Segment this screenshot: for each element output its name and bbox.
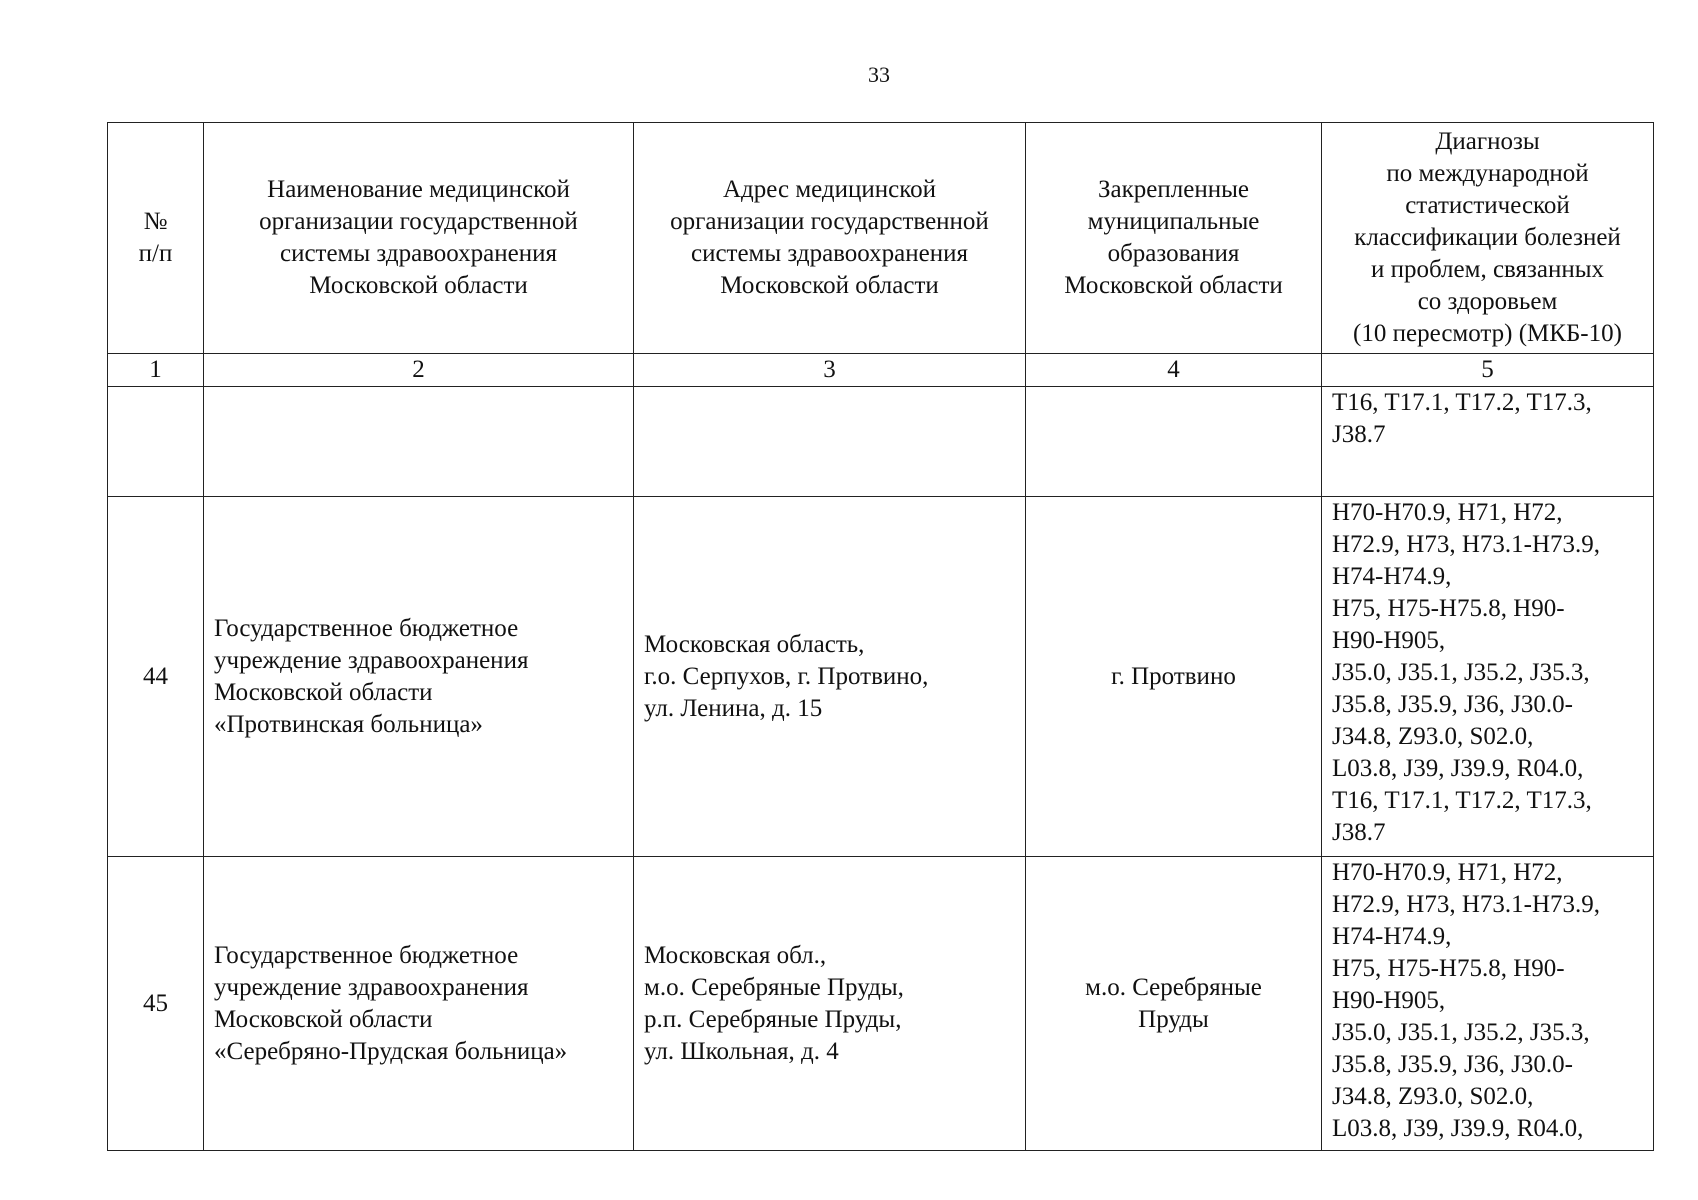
table-row [108,497,1654,857]
table-row-continuation [108,387,1654,497]
header-diagnoses: Диагнозы по международной статистической классификации болезней и проблем, связанных со здоровьем (10 пересмотр) (МКБ-10) [1322,123,1654,354]
row-number: 44 [108,497,204,857]
column-number: 3 [634,354,1026,387]
row-number: 45 [108,857,204,1151]
table-header-row [108,123,1654,354]
row-municipality: г. Протвино [1026,497,1322,857]
row-diagnoses: T16, T17.1, T17.2, T17.3, J38.7 [1322,387,1654,497]
header-number: № п/п [108,123,204,354]
column-number: 1 [108,354,204,387]
column-number: 4 [1026,354,1322,387]
row-organization-name [204,857,634,1151]
column-number: 2 [204,354,634,387]
row-diagnoses: H70-H70.9, H71, H72, H72.9, H73, H73.1-H73.9, H74-H74.9, H75, H75-H75.8, H90- H90-H905, J35.0, J35.1, J35.2, J35.3, J35.8, J35.9, J36, J30.0- J34.8, Z93.0, S02.0, L03.8, J39, J39.9, R04.0, [1322,857,1654,1151]
medical-organizations-table [107,122,1654,1151]
header-municipalities: Закрепленные муниципальные образования Московской области [1026,123,1322,354]
row-organization-name-text: Государственное бюджетное учреждение здравоохранения Московской области «Серебряно-Прудская больница» [214,941,568,1065]
empty-cell [108,387,204,497]
row-organization-name [204,497,634,857]
row-organization-address-text: Московская область, г.о. Серпухов, г. Протвино, ул. Ленина, д. 15 [644,630,929,722]
column-number-row [108,354,1654,387]
header-organization-name: Наименование медицинской организации государственной системы здравоохранения Московской области [204,123,634,354]
empty-cell [1026,387,1322,497]
row-organization-address [634,497,1026,857]
row-organization-address [634,857,1026,1151]
row-diagnoses: H70-H70.9, H71, H72, H72.9, H73, H73.1-H73.9, H74-H74.9, H75, H75-H75.8, H90- H90-H905, J35.0, J35.1, J35.2, J35.3, J35.8, J35.9, J36, J30.0- J34.8, Z93.0, S02.0, L03.8, J39, J39.9, R04.0, T16, T17.1, T17.2, T17.3, J38.7 [1322,497,1654,857]
row-organization-name-text: Государственное бюджетное учреждение здравоохранения Московской области «Протвинская больница» [214,614,529,738]
empty-cell [204,387,634,497]
row-organization-address-text: Московская обл., м.о. Серебряные Пруды, р.п. Серебряные Пруды, ул. Школьная, д. 4 [644,941,904,1065]
page-number: 33 [868,62,890,87]
row-municipality: м.о. Серебряные Пруды [1026,857,1322,1151]
header-organization-address: Адрес медицинской организации государственной системы здравоохранения Московской области [634,123,1026,354]
table-row [108,857,1654,1151]
empty-cell [634,387,1026,497]
column-number: 5 [1322,354,1654,387]
